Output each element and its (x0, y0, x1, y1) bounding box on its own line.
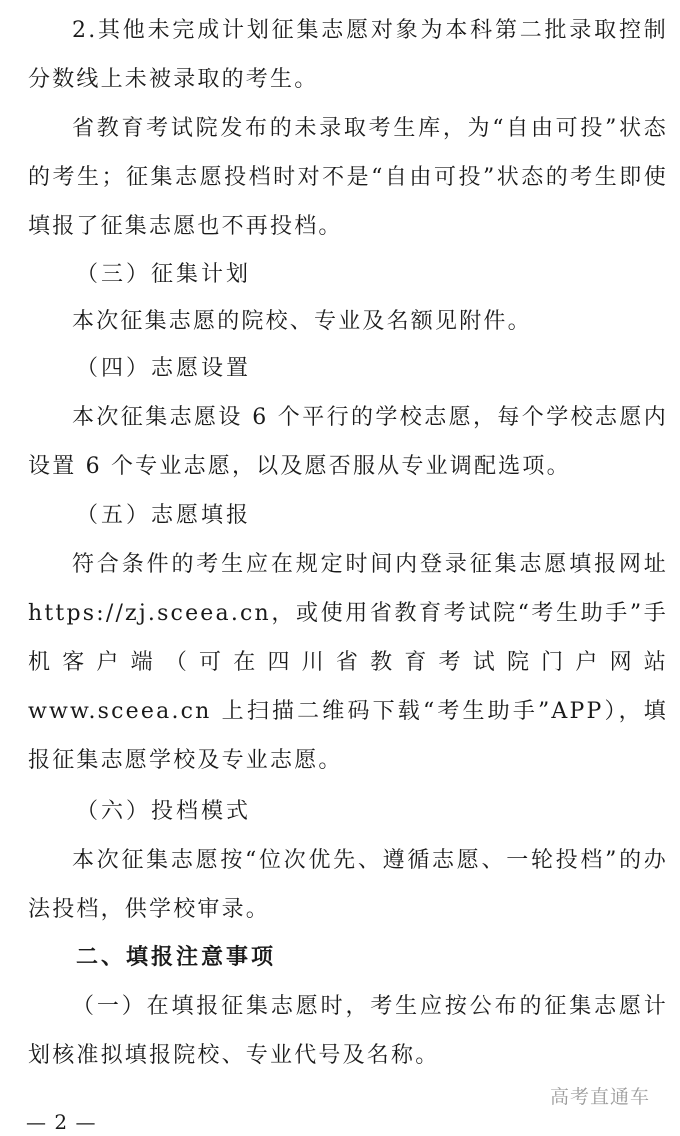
watermark-text: 高考直通车 (549, 1086, 650, 1108)
heading-mode: （六）投档模式 (76, 799, 252, 824)
paragraph-notice-1: （一）在填报征集志愿时，考生应按公布的征集志愿计划核准拟填报院校、专业代号及名称。 (28, 994, 668, 1068)
paragraph-filling: 符合条件的考生应在规定时间内登录征集志愿填报网址 https://zj.sceea.cn，或使用省教育考试院“考生助手”手机客户端（可在四川省教育考试院门户网站 www.sceea.cn 上扫描二维码下载“考生助手”APP），填报征集志愿学校及专业志愿。 (28, 552, 668, 773)
page-number: — 2 — (26, 1110, 97, 1134)
heading-section-2: 二、填报注意事项 (76, 945, 277, 970)
paragraph-mode: 本次征集志愿按“位次优先、遵循志愿、一轮投档”的办法投档，供学校审录。 (28, 848, 668, 922)
heading-filling: （五）志愿填报 (76, 503, 252, 528)
heading-settings: （四）志愿设置 (76, 356, 252, 381)
paragraph-free-status: 省教育考试院发布的未录取考生库，为“自由可投”状态的考生；征集志愿投档时对不是“自由可投”状态的考生即使填报了征集志愿也不再投档。 (28, 116, 668, 239)
paragraph-settings: 本次征集志愿设 6 个平行的学校志愿，每个学校志愿内设置 6 个专业志愿，以及愿否服从专业调配选项。 (28, 405, 668, 479)
heading-plan: （三）征集计划 (76, 262, 252, 287)
paragraph-eligibility-2: 2.其他未完成计划征集志愿对象为本科第二批录取控制分数线上未被录取的考生。 (28, 18, 668, 92)
paragraph-plan: 本次征集志愿的院校、专业及名额见附件。 (72, 309, 532, 334)
